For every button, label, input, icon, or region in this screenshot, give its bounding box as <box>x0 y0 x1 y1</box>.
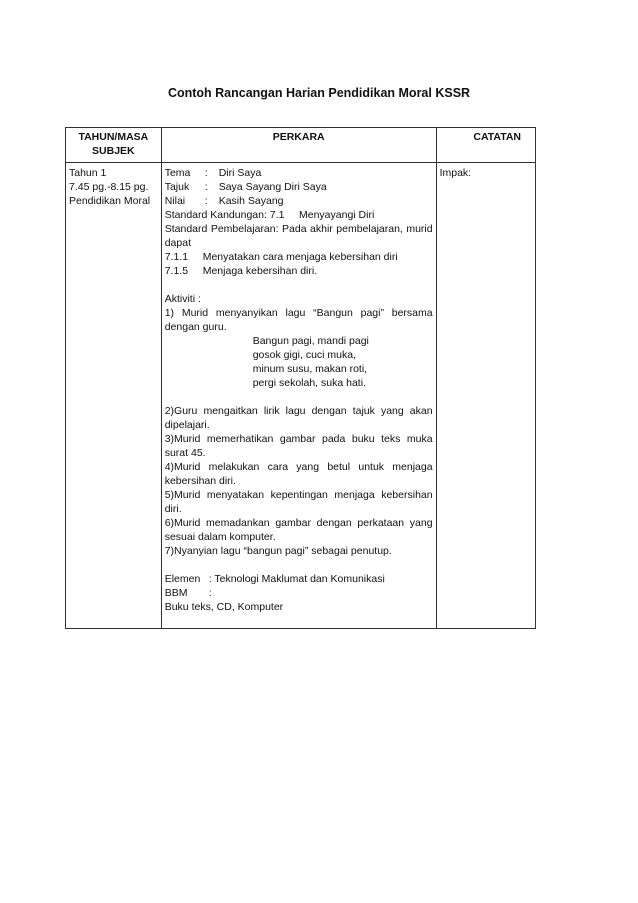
bbm-colon: : <box>208 587 212 599</box>
bbm-line <box>165 586 433 600</box>
nilai-line <box>165 194 433 208</box>
aktiviti-item: 1) Murid menyanyikan lagu “Bangun pagi” bersama dengan guru. <box>164 307 433 333</box>
sp-item-text: Menjaga kebersihan diri. <box>202 265 318 277</box>
song-lyric-line: gosok gigi, cuci muka, <box>252 349 357 361</box>
tahun-text: Tahun 1 <box>69 167 107 179</box>
document-title: Contoh Rancangan Harian Pendidikan Moral KSSR <box>167 86 471 100</box>
tema-colon: : <box>204 167 208 179</box>
tajuk-label: Tajuk <box>164 181 190 193</box>
sk-value: Menyayangi Diri <box>299 209 375 221</box>
bbm-label: BBM <box>164 587 188 599</box>
header-tahun-masa-subjek <box>66 128 162 163</box>
standard-kandungan-line <box>165 208 433 222</box>
tema-label: Tema <box>164 167 191 179</box>
aktiviti-item: 6)Murid memadankan gambar dengan perkataan yang sesuai dalam komputer. <box>164 517 433 543</box>
tajuk-value: Saya Sayang Diri Saya <box>218 181 327 193</box>
aktiviti-item: 2)Guru mengaitkan lirik lagu dengan tajuk yang akan dipelajari. <box>164 405 433 431</box>
header-col1-line1: TAHUN/MASA <box>78 131 149 143</box>
elemen-line <box>165 572 433 586</box>
header-col1-line2: SUBJEK <box>92 145 135 157</box>
elemen-label: Elemen <box>164 573 201 585</box>
cell-perkara <box>161 163 436 629</box>
table-row <box>66 163 536 629</box>
nilai-label: Nilai <box>164 195 186 207</box>
lesson-plan-table <box>65 127 536 629</box>
aktiviti-item: 3)Murid memerhatikan gambar pada buku teks muka surat 45. <box>164 433 433 459</box>
song-lyric-line: Bangun pagi, mandi pagi <box>252 335 369 347</box>
sp-item-number: 7.1.1 <box>164 251 189 263</box>
impak-label: Impak: <box>439 167 472 179</box>
aktiviti-label: Aktiviti : <box>164 293 201 305</box>
table-header-row <box>66 128 536 163</box>
subjek-text: Pendidikan Moral <box>69 195 151 207</box>
cell-catatan <box>436 163 535 629</box>
cell-tahun-masa-subjek <box>66 163 162 629</box>
song-lyric-line: minum susu, makan roti, <box>252 363 368 375</box>
bbm-value: Buku teks, CD, Komputer <box>164 601 284 613</box>
sp-item <box>165 264 433 278</box>
masa-text: 7.45 pg.-8.15 pg. <box>69 181 149 193</box>
header-perkara: PERKARA <box>161 128 436 163</box>
standard-pembelajaran-text: Standard Pembelajaran: Pada akhir pembelajaran, murid dapat <box>164 223 433 249</box>
header-catatan: CATATAN <box>436 128 535 163</box>
song-lyric-line: pergi sekolah, suka hati. <box>252 377 366 389</box>
sp-item-text: Menyatakan cara menjaga kebersihan diri <box>202 251 398 263</box>
elemen-value: : Teknologi Maklumat dan Komunikasi <box>208 573 385 585</box>
nilai-colon: : <box>204 195 208 207</box>
tajuk-colon: : <box>204 181 208 193</box>
tema-line <box>165 166 433 180</box>
sk-label: Standard Kandungan: 7.1 <box>164 209 285 221</box>
aktiviti-item: 5)Murid menyatakan kepentingan menjaga kebersihan diri. <box>164 489 433 515</box>
sp-item <box>165 250 433 264</box>
tajuk-line <box>165 180 433 194</box>
aktiviti-item: 4)Murid melakukan cara yang betul untuk menjaga kebersihan diri. <box>164 461 433 487</box>
tema-value: Diri Saya <box>218 167 262 179</box>
nilai-value: Kasih Sayang <box>218 195 284 207</box>
sp-item-number: 7.1.5 <box>164 265 189 277</box>
aktiviti-item: 7)Nyanyian lagu “bangun pagi” sebagai penutup. <box>164 545 392 557</box>
